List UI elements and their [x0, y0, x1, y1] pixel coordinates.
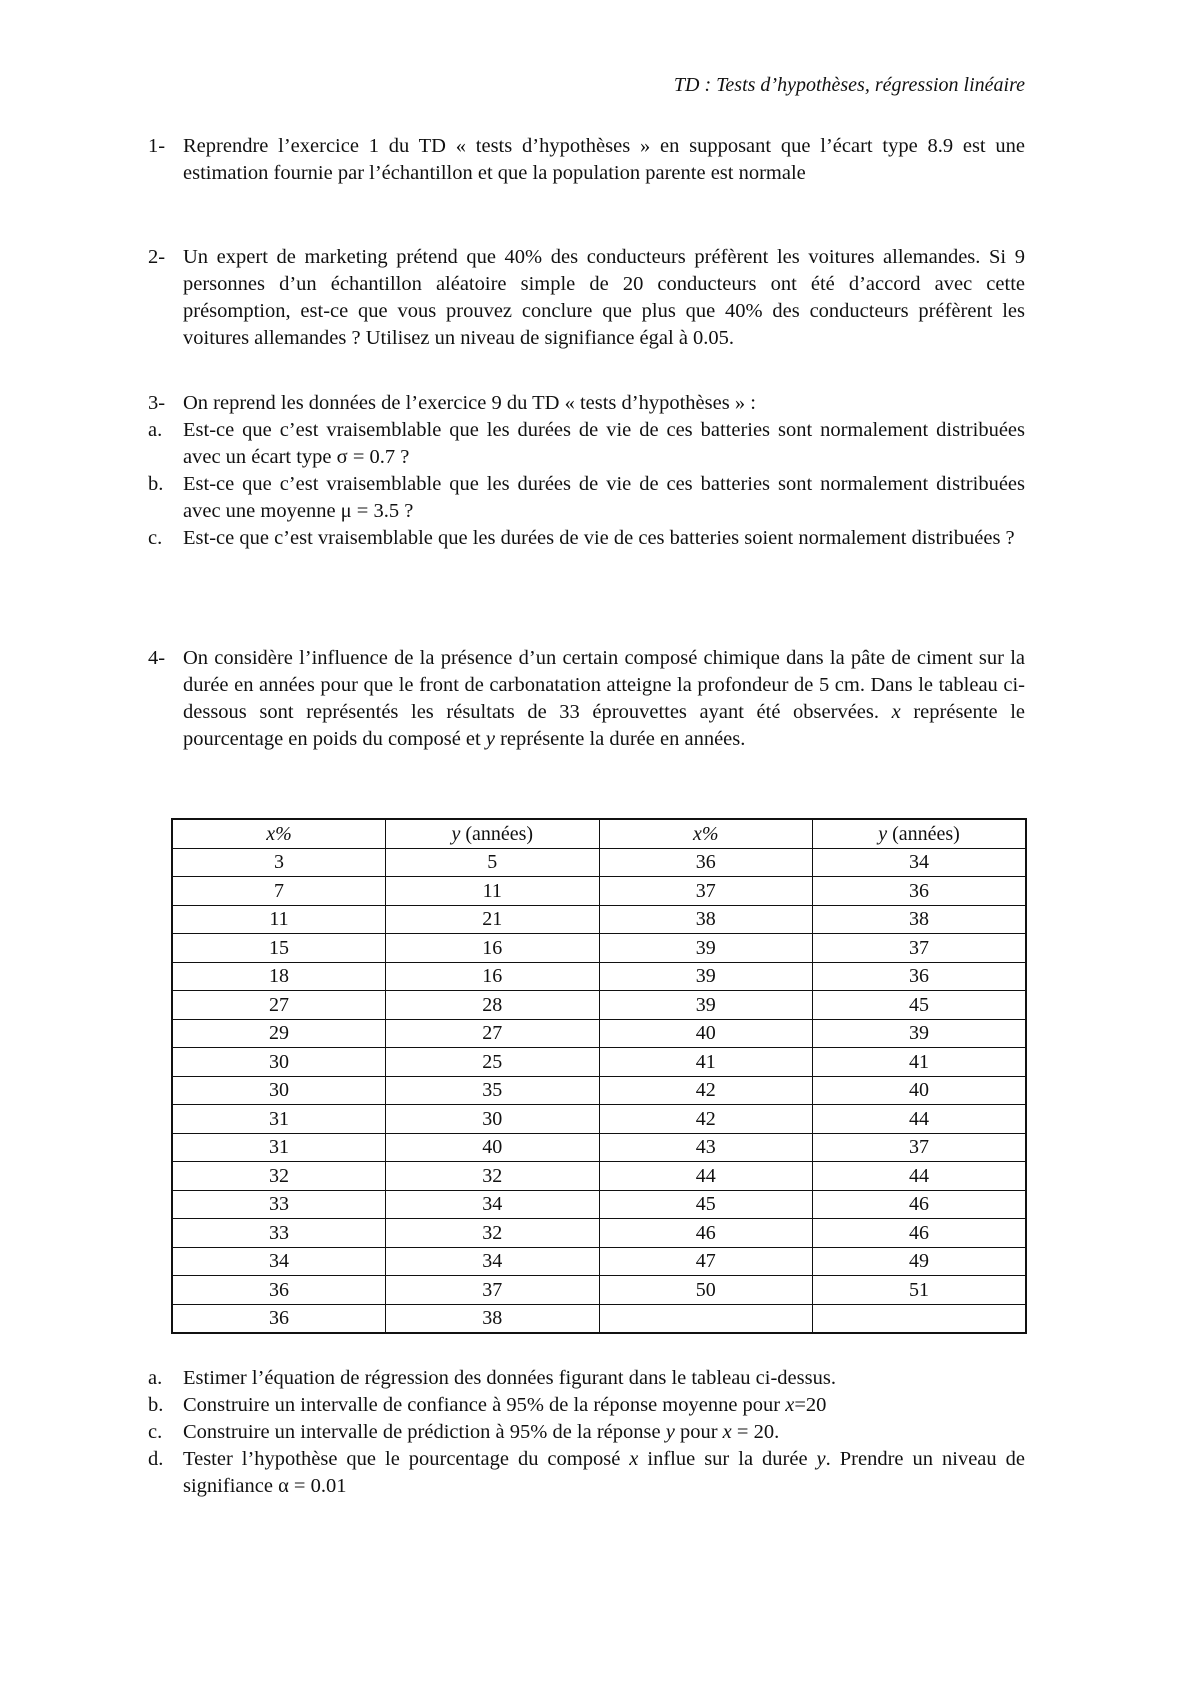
table-cell: 38	[813, 905, 1027, 934]
table-cell: 31	[172, 1133, 386, 1162]
page-header: TD : Tests d’hypothèses, régression linéaire	[673, 74, 1025, 96]
table-cell: 42	[599, 1105, 813, 1134]
sub-question-label: d.	[148, 1448, 164, 1470]
table-cell: 46	[813, 1219, 1027, 1248]
table-cell: 34	[172, 1247, 386, 1276]
table-cell: 21	[386, 905, 600, 934]
table-cell: 32	[386, 1219, 600, 1248]
table-header-row	[172, 819, 1026, 848]
table-cell: 25	[386, 1048, 600, 1077]
table-cell: 30	[172, 1048, 386, 1077]
sub-question-text: = 20.	[731, 1421, 780, 1443]
table-cell: 30	[172, 1076, 386, 1105]
data-table	[171, 818, 1027, 1334]
table-cell: 43	[599, 1133, 813, 1162]
table-cell: 32	[172, 1162, 386, 1191]
table-cell: 41	[599, 1048, 813, 1077]
table-cell: 11	[172, 905, 386, 934]
table-row	[172, 1162, 1026, 1191]
exercise-text: On considère l’influence de la présence d’un certain composé chimique dans la pâte de ciment sur la durée en années pour que le front de carbonatation atteigne la profondeur de 5 cm. Dans le tableau ci-dessous sont représentés les résultats de 33 éprouvettes ayant été observées.	[183, 647, 1025, 723]
table-cell: 40	[813, 1076, 1027, 1105]
table-cell: 46	[813, 1190, 1027, 1219]
table-row	[172, 1048, 1026, 1077]
table-row	[172, 1276, 1026, 1305]
table-row	[172, 962, 1026, 991]
table-cell: 44	[813, 1105, 1027, 1134]
table-row	[172, 848, 1026, 877]
variable-x: x	[785, 1394, 795, 1416]
table-cell: 41	[813, 1048, 1027, 1077]
header-unit: (années)	[887, 822, 960, 845]
exercise-number: 4-	[148, 647, 166, 669]
table-cell: 50	[599, 1276, 813, 1305]
sub-question-text: Est-ce que c’est vraisemblable que les durées de vie de ces batteries sont normalement distribuées avec un écart type σ = 0.7 ?	[183, 419, 1025, 468]
table-cell: 29	[172, 1019, 386, 1048]
sub-question-text: Construire un intervalle de prédiction à 95% de la réponse	[183, 1421, 666, 1443]
sub-question-text: Est-ce que c’est vraisemblable que les durées de vie de ces batteries soient normalement distribuées ?	[183, 527, 1015, 549]
exercise-text: On reprend les données de l’exercice 9 du TD « tests d’hypothèses » :	[183, 392, 756, 414]
table-cell: 18	[172, 962, 386, 991]
table-row	[172, 1019, 1026, 1048]
variable-x: x	[722, 1421, 732, 1443]
column-header	[813, 819, 1027, 848]
exercise-text: Un expert de marketing prétend que 40% des conducteurs préfèrent les voitures allemandes. Si 9 personnes d’un échantillon aléatoire simple de 20 conducteurs ont été d’accord avec cette présomption, est-ce que vous prouvez conclure que plus que 40% des conducteurs préfèrent les voitures allemandes ? Utilisez un niveau de signifiance égal à 0.05.	[183, 246, 1025, 349]
sub-question-text: pour	[674, 1421, 723, 1443]
exercise-text: représente la durée en années.	[494, 728, 746, 750]
table-cell: 36	[172, 1276, 386, 1305]
variable-y: y	[485, 728, 495, 750]
exercise-4	[148, 645, 1025, 753]
header-unit: %	[701, 822, 719, 845]
table-cell: 36	[813, 877, 1027, 906]
header-variable: x	[266, 822, 276, 845]
table-row	[172, 1304, 1026, 1333]
variable-y: y	[665, 1421, 675, 1443]
exercise-3	[148, 390, 1025, 552]
table-cell: 42	[599, 1076, 813, 1105]
exercise-number: 1-	[148, 135, 166, 157]
table-cell: 47	[599, 1247, 813, 1276]
table-row	[172, 877, 1026, 906]
table-cell	[599, 1304, 813, 1333]
table-cell: 27	[386, 1019, 600, 1048]
table-cell: 27	[172, 991, 386, 1020]
table-row	[172, 1105, 1026, 1134]
table-cell: 16	[386, 934, 600, 963]
table-row	[172, 1219, 1026, 1248]
sub-question-text: . Prendre un niveau de signifiance α = 0.01	[183, 1448, 1025, 1497]
table-cell: 46	[599, 1219, 813, 1248]
exercise-text: Reprendre l’exercice 1 du TD « tests d’hypothèses » en supposant que l’écart type 8.9 est une estimation fournie par l’échantillon et que la population parente est normale	[183, 135, 1025, 184]
table-row	[172, 1133, 1026, 1162]
table-cell: 31	[172, 1105, 386, 1134]
table-cell: 39	[599, 962, 813, 991]
table-cell: 51	[813, 1276, 1027, 1305]
table-cell: 11	[386, 877, 600, 906]
variable-x: x	[629, 1448, 639, 1470]
table-cell: 37	[813, 934, 1027, 963]
table-row	[172, 1247, 1026, 1276]
table-cell: 15	[172, 934, 386, 963]
table-cell: 37	[386, 1276, 600, 1305]
table-cell: 49	[813, 1247, 1027, 1276]
header-variable: y	[451, 822, 461, 845]
column-header	[172, 819, 386, 848]
table-cell: 35	[386, 1076, 600, 1105]
table-cell: 39	[813, 1019, 1027, 1048]
table-cell	[813, 1304, 1027, 1333]
column-header	[386, 819, 600, 848]
table-row	[172, 905, 1026, 934]
table-row	[172, 1190, 1026, 1219]
table-cell: 33	[172, 1219, 386, 1248]
table-row	[172, 991, 1026, 1020]
sub-question-label: c.	[148, 1421, 163, 1443]
table-cell: 33	[172, 1190, 386, 1219]
table-cell: 45	[599, 1190, 813, 1219]
table-cell: 34	[813, 848, 1027, 877]
sub-question-text: =20	[794, 1394, 827, 1416]
table-cell: 37	[813, 1133, 1027, 1162]
table-cell: 39	[599, 991, 813, 1020]
sub-question-text: Est-ce que c’est vraisemblable que les durées de vie de ces batteries sont normalement distribuées avec une moyenne μ = 3.5 ?	[183, 473, 1025, 522]
sub-question-text: influe sur la durée	[638, 1448, 817, 1470]
table-cell: 40	[386, 1133, 600, 1162]
table-cell: 7	[172, 877, 386, 906]
table-cell: 30	[386, 1105, 600, 1134]
sub-question-text: Tester l’hypothèse que le pourcentage du composé	[183, 1448, 630, 1470]
sub-question-label: a.	[148, 419, 163, 441]
header-unit: %	[275, 822, 292, 845]
table-cell: 34	[386, 1247, 600, 1276]
table-cell: 32	[386, 1162, 600, 1191]
header-variable: x	[692, 822, 702, 845]
variable-x: x	[891, 701, 901, 723]
table-cell: 38	[599, 905, 813, 934]
table-cell: 38	[386, 1304, 600, 1333]
header-unit: (années)	[460, 822, 534, 845]
table-row	[172, 1076, 1026, 1105]
table-cell: 40	[599, 1019, 813, 1048]
table-cell: 39	[599, 934, 813, 963]
table-cell: 44	[599, 1162, 813, 1191]
table-cell: 16	[386, 962, 600, 991]
exercise-2	[148, 244, 1025, 352]
exercise-number: 2-	[148, 246, 166, 268]
table-cell: 5	[386, 848, 600, 877]
sub-question-label: b.	[148, 1394, 164, 1416]
column-header	[599, 819, 813, 848]
exercise-1	[148, 133, 1025, 187]
sub-question-label: a.	[148, 1367, 163, 1389]
sub-question-text: Construire un intervalle de confiance à 95% de la réponse moyenne pour	[183, 1394, 786, 1416]
table-cell: 3	[172, 848, 386, 877]
sub-question-text: Estimer l’équation de régression des données figurant dans le tableau ci-dessus.	[183, 1367, 836, 1389]
sub-question-label: c.	[148, 527, 163, 549]
table-cell: 34	[386, 1190, 600, 1219]
table-cell: 36	[599, 848, 813, 877]
exercise-4-questions	[148, 1365, 1025, 1500]
sub-question-label: b.	[148, 473, 164, 495]
table-cell: 37	[599, 877, 813, 906]
exercise-number: 3-	[148, 392, 166, 414]
variable-y: y	[816, 1448, 826, 1470]
table-cell: 28	[386, 991, 600, 1020]
header-variable: y	[878, 822, 888, 845]
table-cell: 44	[813, 1162, 1027, 1191]
table-cell: 36	[172, 1304, 386, 1333]
table-cell: 36	[813, 962, 1027, 991]
table-row	[172, 934, 1026, 963]
table-cell: 45	[813, 991, 1027, 1020]
exercise-text: représente le pourcentage en poids du composé et	[183, 701, 1025, 750]
